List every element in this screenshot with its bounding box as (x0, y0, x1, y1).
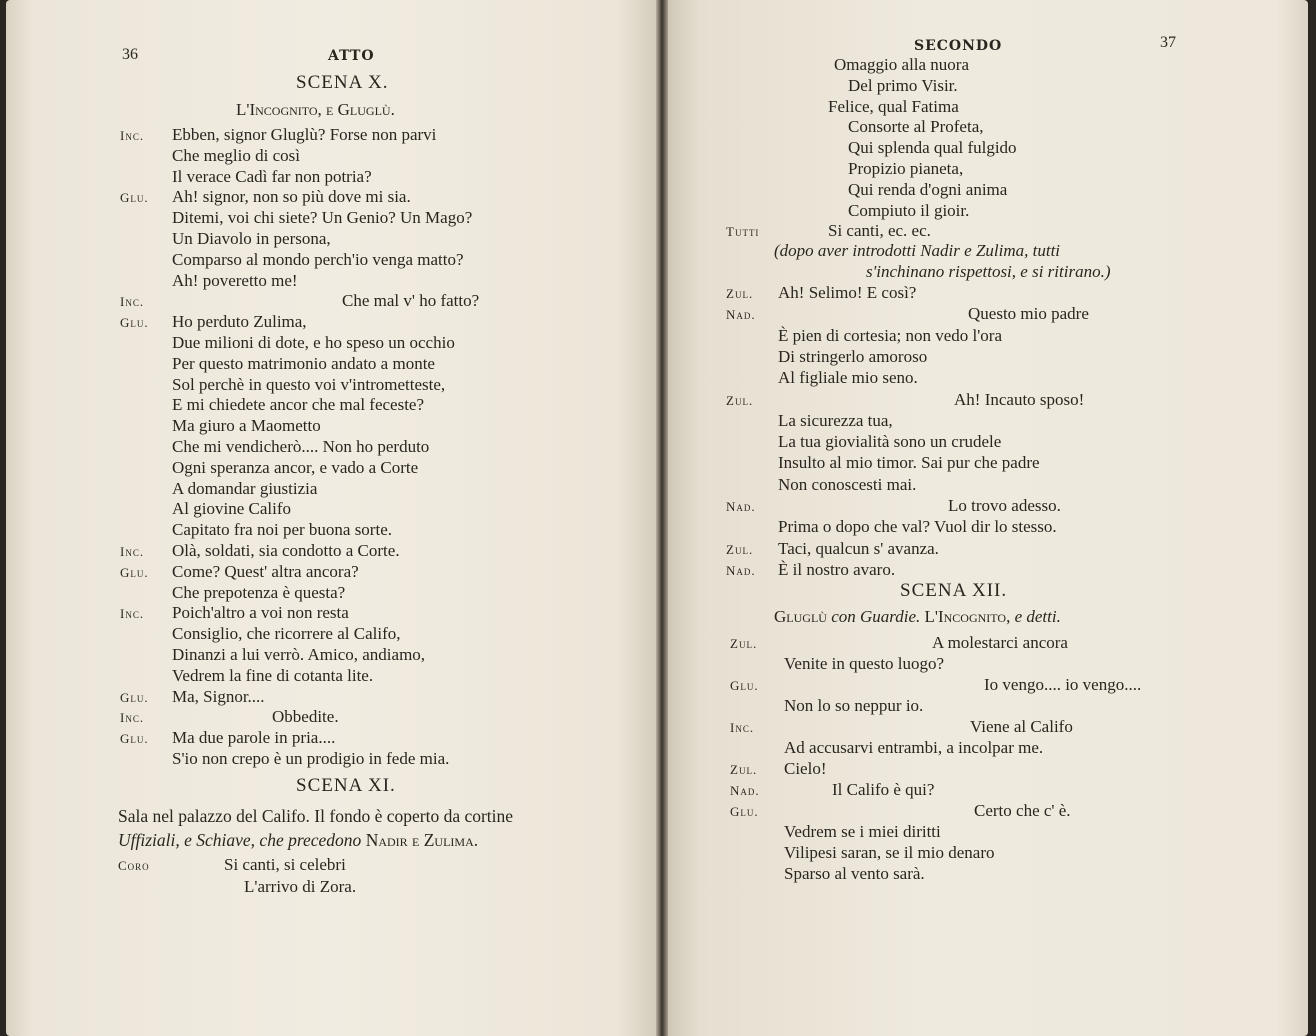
verse-line: Questo mio padre (968, 304, 1089, 324)
verse-line: A domandar giustizia (172, 478, 318, 498)
speaker-label: Zul. (726, 392, 754, 408)
verse-line: Propizio pianeta, (848, 159, 964, 178)
verse-line: Si canti, ec. ec. (828, 221, 931, 241)
verse-line: Cielo! (784, 759, 827, 778)
verse-line: Comparso al mondo perch'io venga matto? (172, 249, 464, 269)
verse-line: Che prepotenza è questa? (172, 582, 346, 602)
verse-line: Prima o dopo che val? Vuol dir lo stesso. (778, 517, 1057, 537)
coro-speaker: Coro (118, 858, 150, 873)
verse-line: Ho perduto Zulima, (172, 312, 307, 332)
verse-line: Consiglio, che ricorrere al Califo, (172, 624, 401, 644)
verse-line: Sol perchè in questo voi v'intrometteste, (172, 374, 446, 394)
scene-x-cast: L'Incognito, e Gluglù. (236, 100, 395, 119)
verse-line: Di stringerlo amoroso (778, 346, 928, 366)
verse-line: Ma, Signor.... (172, 686, 265, 706)
speaker-label: Zul. (726, 541, 754, 557)
verse-line: Obbedite. (272, 707, 339, 727)
verse-line: Per questo matrimonio andato a monte (172, 353, 435, 373)
verse-line: Del primo Visir. (848, 75, 958, 95)
right-page-number: 37 (1160, 34, 1176, 51)
verse-line: Lo trovo adesso. (948, 496, 1061, 515)
speaker-label: Glu. (120, 731, 149, 747)
verse-line: Due milioni di dote, e ho speso un occhio (172, 333, 455, 352)
verse-line: E mi chiedete ancor che mal feceste? (172, 395, 425, 415)
verse-line: A molestarci ancora (932, 633, 1068, 652)
speaker-label: Inc. (120, 294, 145, 310)
verse-line: Felice, qual Fatima (828, 96, 959, 116)
left-page-number: 36 (122, 46, 138, 63)
verse-line: Il verace Cadì far non potria? (172, 166, 372, 186)
speaker-label: Inc. (730, 720, 755, 735)
speaker-label: Glu. (730, 804, 759, 819)
verse-line: Al giovine Califo (172, 499, 291, 519)
verse-line: Dinanzi a lui verrò. Amico, andiamo, (172, 645, 426, 664)
speaker-label: Zul. (730, 762, 758, 777)
verse-line: Compiuto il gioir. (848, 200, 970, 220)
verse-line: Omaggio alla nuora (834, 55, 970, 74)
scene-xii-cast: Gluglù con Guardie. L'Incognito, e detti. (774, 607, 1061, 626)
speaker-label: Inc. (120, 606, 145, 622)
verse-line: Come? Quest' altra ancora? (172, 561, 359, 581)
verse-line: Ogni speranza ancor, e vado a Corte (172, 457, 419, 477)
speaker-label: Nad. (726, 562, 756, 578)
speaker-label: Nad. (726, 499, 756, 514)
verse-line: Consorte al Profeta, (848, 117, 984, 137)
verse-line: Capitato fra noi per buona sorte. (172, 520, 392, 540)
verse-line: Ebben, signor Gluglù? Forse non parvi (172, 125, 437, 144)
verse-line: Olà, soldati, sia condotto a Corte. (172, 541, 400, 560)
verse-line: Vedrem se i miei diritti (784, 822, 941, 841)
speaker-label: Inc. (120, 128, 145, 143)
speaker-label: Glu. (120, 689, 149, 705)
verse-line: Il Califo è qui? (832, 780, 935, 799)
speaker-label: Zul. (726, 286, 754, 301)
verse-line: La sicurezza tua, (778, 410, 893, 430)
speaker-label: Inc. (120, 710, 145, 726)
verse-line: Venite in questo luogo? (784, 654, 945, 673)
scene-xi-setting-line-1: Sala nel palazzo del Califo. Il fondo è coperto da cortine (118, 806, 514, 826)
verse-line: Ah! Incauto sposo! (954, 389, 1085, 409)
speaker-label: Glu. (120, 564, 149, 580)
verse-line: La tua giovialità sono un crudele (778, 432, 1002, 452)
speaker-label: Inc. (120, 544, 145, 559)
speaker-label: Nad. (726, 307, 756, 323)
scene-x-title: SCENA X. (296, 72, 389, 93)
verse-line: Sparso al vento sarà. (784, 864, 925, 883)
speaker-label: Glu. (730, 678, 759, 693)
speaker-label: Glu. (120, 190, 149, 206)
verse-line: Che mi vendicherò.... Non ho perduto (172, 437, 430, 456)
verse-line: Non conoscesti mai. (778, 474, 917, 494)
scene-xi-setting-line-2: Uffiziali, e Schiave, che precedono Nadir e Zulima. (118, 830, 479, 850)
coro-line: Si canti, si celebri (224, 855, 346, 874)
verse-line: Ah! signor, non so più dove mi sia. (172, 187, 411, 207)
verse-line: È il nostro avaro. (778, 559, 896, 579)
verse-line: Vilipesi saran, se il mio denaro (784, 843, 995, 862)
verse-line: Taci, qualcun s' avanza. (778, 538, 939, 558)
right-running-head: SECONDO (914, 38, 1003, 54)
verse-line: Ma giuro a Maometto (172, 416, 321, 436)
verse-line: Non lo so neppur io. (784, 696, 924, 715)
verse-line: Ditemi, voi chi siete? Un Genio? Un Mago? (172, 208, 473, 228)
verse-line: Ah! Selimo! E così? (778, 283, 917, 302)
verse-line: Vedrem la fine di cotanta lite. (172, 665, 374, 685)
verse-line: Che meglio di così (172, 145, 300, 165)
left-running-head: ATTO (328, 48, 375, 64)
verse-line: S'io non crepo è un prodigio in fede mia. (172, 749, 450, 768)
verse-line: Un Diavolo in persona, (172, 229, 331, 248)
stage-direction-line-2: s'inchinano rispettosi, e si ritirano.) (866, 262, 1111, 281)
book-gutter (656, 0, 668, 1036)
verse-line: Insulto al mio timor. Sai pur che padre (778, 453, 1040, 473)
stage-direction-line-1: (dopo aver introdotti Nadir e Zulima, tutti (774, 241, 1061, 260)
speaker-label: Glu. (120, 315, 149, 331)
verse-line: Qui splenda qual fulgido (848, 138, 1017, 158)
verse-line: Che mal v' ho fatto? (342, 291, 480, 311)
speaker-label: Tutti (726, 224, 760, 240)
verse-line: Ma due parole in pria.... (172, 728, 336, 748)
speaker-label: Nad. (730, 783, 760, 798)
verse-line: È pien di cortesia; non vedo l'ora (778, 325, 1002, 345)
scene-xi-title: SCENA XI. (296, 775, 396, 796)
scene-xii-title: SCENA XII. (900, 580, 1008, 601)
verse-line: Ad accusarvi entrambi, a incolpar me. (784, 738, 1044, 757)
verse-line: Poich'altro a voi non resta (172, 603, 349, 623)
speaker-label: Zul. (730, 636, 758, 651)
verse-line: Viene al Califo (970, 717, 1073, 736)
verse-line: Qui renda d'ogni anima (848, 179, 1008, 199)
verse-line: Ah! poveretto me! (172, 270, 298, 290)
verse-line: Al figliale mio seno. (778, 368, 918, 388)
verse-line: Io vengo.... io vengo.... (984, 675, 1142, 694)
coro-line: L'arrivo di Zora. (244, 877, 357, 896)
verse-line: Certo che c' è. (974, 801, 1071, 820)
